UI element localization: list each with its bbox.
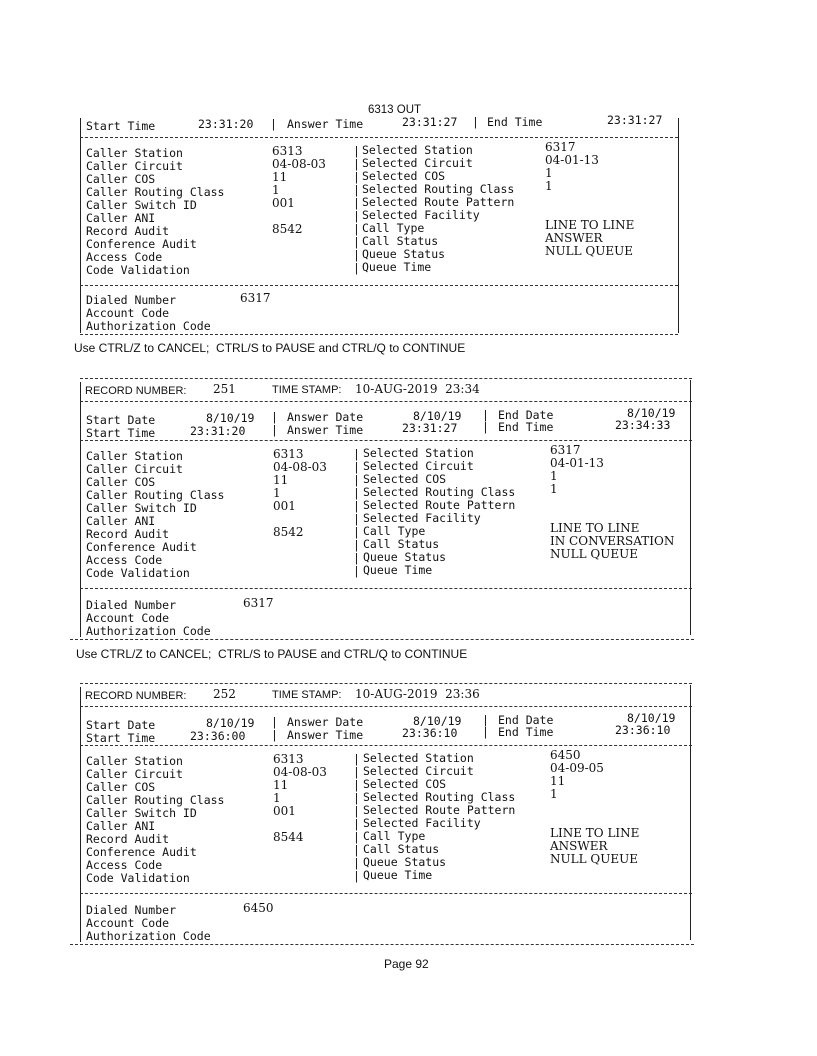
start-date-label: Start Date [86, 413, 156, 427]
end-date-value: 8/10/19 [627, 711, 676, 725]
sep: | [482, 725, 489, 739]
selected-field-values: 6450 04-09-05 11 1 LINE TO LINE ANSWER NULL QUEUE [550, 748, 640, 866]
end-time-label: End Time [498, 420, 554, 434]
record-number-label: RECORD NUMBER: [85, 690, 187, 702]
dialed-number-value: 6317 [240, 291, 271, 305]
answer-date-label: Answer Date [287, 715, 364, 729]
account-code-label: Account Code [86, 916, 170, 930]
start-time-label: Start Time [86, 119, 156, 133]
start-time-value: 23:36:00 [190, 729, 246, 743]
sep: | [482, 713, 489, 727]
end-time-label: End Time [498, 725, 554, 739]
caller-field-values: 6313 04-08-03 11 1 001 8544 [273, 752, 327, 844]
answer-time-value: 23:31:27 [402, 115, 458, 129]
divider [80, 588, 692, 589]
authorization-code-label: Authorization Code [86, 319, 211, 333]
left-border [80, 382, 81, 637]
selected-field-values: 6317 04-01-13 1 1 LINE TO LINE ANSWER NULL QUEUE [545, 140, 635, 258]
dialed-number-label: Dialed Number [86, 293, 177, 307]
caller-field-values: 6313 04-08-03 11 1 001 8542 [273, 447, 327, 539]
sep: | [271, 410, 278, 424]
divider [70, 639, 694, 640]
divider [80, 378, 692, 379]
page-number: Page 92 [384, 957, 429, 971]
dialed-number-value: 6317 [243, 596, 274, 610]
end-date-value: 8/10/19 [627, 406, 676, 420]
dialed-number-label: Dialed Number [86, 598, 177, 612]
sep: | [271, 423, 278, 437]
caller-field-labels: Caller Station Caller Circuit Caller COS Caller Routing Class Caller Switch ID Caller ANI Record Audit Conference Audit Access Code Code Validation [86, 146, 225, 277]
answer-time-label: Answer Time [287, 728, 364, 742]
authorization-code-label: Authorization Code [86, 929, 211, 943]
dialed-number-value: 6450 [243, 901, 274, 915]
end-time-value: 23:36:10 [615, 723, 671, 737]
divider [80, 401, 692, 402]
end-time-value: 23:31:27 [607, 113, 663, 127]
caller-field-values: 6313 04-08-03 11 1 001 8542 [272, 144, 326, 236]
record-number-value: 252 [213, 687, 236, 701]
end-time-value: 23:34:33 [615, 418, 671, 432]
account-code-label: Account Code [86, 306, 170, 320]
divider [80, 440, 692, 441]
ctrl-instruction-line: Use CTRL/Z to CANCEL; CTRL/S to PAUSE and CTRL/Q to CONTINUE [76, 647, 468, 661]
sep: | [482, 420, 489, 434]
sep: | [271, 728, 278, 742]
start-time-value: 23:31:20 [190, 424, 246, 438]
answer-time-label: Answer Time [287, 117, 364, 131]
selected-field-labels: Selected Station Selected Circuit Selected COS Selected Routing Class Selected Route Pattern Selected Facility Call Type Call Status Queue Status Queue Time [363, 751, 516, 882]
end-time-label: End Time [487, 115, 543, 129]
divider [70, 944, 694, 945]
selected-field-labels: Selected Station Selected Circuit Selected COS Selected Routing Class Selected Route Pattern Selected Facility Call Type Call Status Queue Status Queue Time [362, 143, 515, 274]
answer-date-value: 8/10/19 [413, 409, 462, 423]
selected-field-values: 6317 04-01-13 1 1 LINE TO LINE IN CONVERSATION NULL QUEUE [550, 443, 675, 561]
timestamp-label: TIME STAMP: [272, 689, 342, 701]
record-number-label: RECORD NUMBER: [85, 385, 187, 397]
divider [80, 745, 692, 746]
start-time-label: Start Time [86, 731, 156, 745]
start-date-label: Start Date [86, 718, 156, 732]
account-code-label: Account Code [86, 611, 170, 625]
answer-date-value: 8/10/19 [413, 714, 462, 728]
answer-date-label: Answer Date [287, 410, 364, 424]
end-date-label: End Date [498, 408, 554, 422]
caller-field-labels: Caller Station Caller Circuit Caller COS Caller Routing Class Caller Switch ID Caller ANI Record Audit Conference Audit Access Code Code Validation [86, 449, 225, 580]
ctrl-instruction-line: Use CTRL/Z to CANCEL; CTRL/S to PAUSE and CTRL/Q to CONTINUE [74, 341, 466, 355]
end-date-label: End Date [498, 713, 554, 727]
start-date-value: 8/10/19 [206, 411, 255, 425]
left-border [80, 687, 81, 942]
start-time-value: 23:31:20 [198, 117, 254, 131]
right-border [690, 380, 691, 635]
document-page: 6313 OUT Start Time 23:31:20 | Answer Time 23:31:27 | End Time 23:31:27 Caller Station Caller Circuit Caller COS Caller Routing Class Caller Switch ID Caller ANI Record Audit Conference Audit Access Code Code Validation 6313 04-08-03 11 1 001 8542 | | | | | | | | | | Selected Station Selected Circuit Selected COS Selected Routing Class Selected Route Pattern Selected Facility Call Type Call Status Queue Status Queue Time 6317 04-01-13 1 1 LINE TO LINE ANSWER NULL QUEUE Dialed Number 6317 Account Code Authorization Code Use CTRL/Z to CANCEL; CTRL/S to PAUSE and CTRL/Q to CONTINUE RECORD NUMBER: 251 TIME STAMP: 10-AUG-2019 23:34 Start Date 8/10/19 | Answer Date 8/10/19 | End Date 8/10/19 Start Time 23:31:20 | Answer Time 23:31:27 | End Time 23:34:33 Caller Station Caller Circuit Caller COS Caller Routing Class Caller Switch ID Caller ANI Record Audit Conference Audit Access Code Code Validation 6313 04-08-03 11 1 001 8542 | | | | | | | | | | Selected Station Selected Circuit Selected COS Selected Routing Class Selected Route Pattern Selected Facility Call Type Call Status Queue Status Queue Time 6317 04-01-13 1 1 LINE TO LINE IN CONVERSATION NULL QUEUE Dialed Number 6317 Account Code Authorization Code Use CTRL/Z to CANCEL; CTRL/S to PAUSE and CTRL/Q to CONTINUE RECORD NUMBER: 252 TIME STAMP: 10-AUG-2019 23:36 Start Date 8/10/19 | Answer Date 8/10/19 | End Date 8/10/19 Start Time 23:36:00 | Answer Time 23:36:10 | End Time 23:36:10 Caller Station Caller Circuit Caller COS Caller Routing Class Caller Switch ID Caller ANI Record Audit Conference Audit Access Code Code Validation 6313 04-08-03 11 1 001 8544 | | | | | | | | | | Selected Station Selected Circuit Selected COS Selected Routing Class Selected Route Pattern Selected Facility Call Type Call Status Queue Status Queue Time 6450 04-09-05 11 1 LINE TO LINE ANSWER NULL QUEUE Dialed Number 6450 Account Code Authorization Code Page 92 [0, 0, 817, 1056]
caller-field-labels: Caller Station Caller Circuit Caller COS Caller Routing Class Caller Switch ID Caller ANI Record Audit Conference Audit Access Code Code Validation [86, 754, 225, 885]
divider [80, 706, 692, 707]
timestamp-value: 10-AUG-2019 23:34 [355, 382, 480, 396]
sep: | [482, 408, 489, 422]
right-border [690, 685, 691, 940]
divider [80, 893, 692, 894]
start-time-label: Start Time [86, 426, 156, 440]
authorization-code-label: Authorization Code [86, 624, 211, 638]
timestamp-label: TIME STAMP: [272, 384, 342, 396]
call-direction-heading: 6313 OUT [368, 104, 422, 116]
answer-time-value: 23:36:10 [402, 726, 458, 740]
answer-time-label: Answer Time [287, 423, 364, 437]
answer-time-value: 23:31:27 [402, 421, 458, 435]
selected-field-labels: Selected Station Selected Circuit Selected COS Selected Routing Class Selected Route Pattern Selected Facility Call Type Call Status Queue Status Queue Time [363, 446, 516, 577]
sep: | [271, 715, 278, 729]
timestamp-value: 10-AUG-2019 23:36 [355, 687, 480, 701]
start-date-value: 8/10/19 [206, 716, 255, 730]
divider [80, 683, 692, 684]
dialed-number-label: Dialed Number [86, 903, 177, 917]
record-number-value: 251 [213, 382, 236, 396]
column-separator: | | | | | | | | | | [353, 447, 360, 578]
column-separator: | | | | | | | | | | [353, 752, 360, 883]
